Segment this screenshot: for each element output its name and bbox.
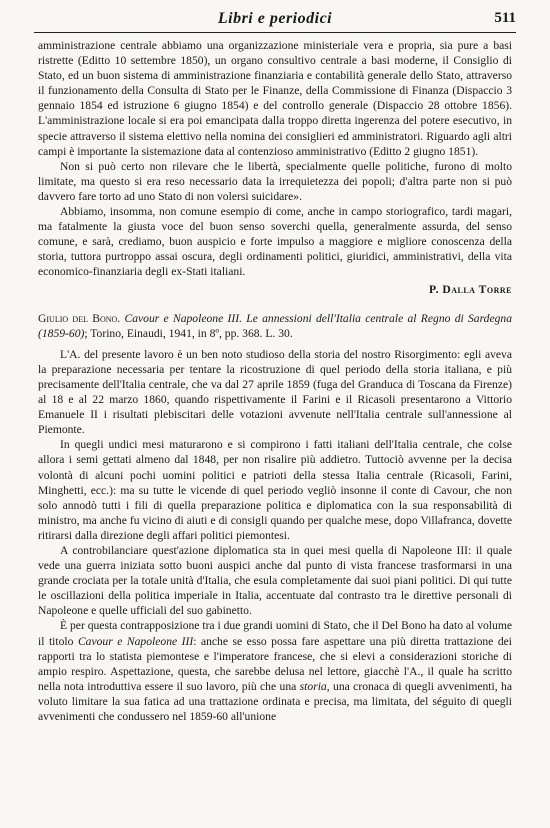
review2-title: Cavour e Napoleone III. Le annessioni dell'Italia centrale al Regno di Sardegna <box>124 311 512 325</box>
review2-author: Giulio del Bono. <box>38 311 121 325</box>
review1-paragraph: Abbiamo, insomma, non comune esempio di come, anche in campo storiografico, tardi magari, ma fatalmente la giusta voce del buon senso soverchi quella, generalmente assurda, del senso comune, e sarà, crediamo, buon auspicio e forte impulso a maggiore e migliore conoscenza della storia, tuttora purtroppo assai oscura, degli ordinamenti politici, giuridici, amministrativi, della vita economico-finanziaria degli ex-Stati italiani. <box>38 205 512 279</box>
review1-paragraph: Non si può certo non rilevare che le libertà, specialmente quelle politiche, furono di molto limitate, ma questo si era reso necessario data la irrequietezza dei popoli; d'altra parte non si può davvero fare torto ad uno Stato di non volersi suicidare». <box>38 159 512 203</box>
review2-paragraph: A controbilanciare quest'azione diplomatica sta in quei mesi quella di Napoleone III: il quale vede una guerra iniziata sotto buoni auspici anche dal punto di vista francese trasformarsi in una grande crociata per la totale unità d'Italia, che esula completamente dai suoi piani politici. Di qui tutte le oscillazioni della politica imperiale in Italia, accentuate dal contrasto tra le direttive personali di Napoleone e quelle ufficiali del suo gabinetto. <box>38 544 512 618</box>
review1-signature: P. Dalla Torre <box>429 282 512 296</box>
paragraph-text: , una cronaca di quegli avvenimenti, ha voluto limitare la sua fatica ad una trattazione ordinata e precisa, ma limitata, del séguito di quegli avvenimenti che condussero nel 1859-60 all'unione <box>38 679 512 724</box>
paragraph-text: È per questa contrapposizione tra i due grandi uomini di Stato, che il Del Bono ha dato al volume il titolo <box>38 619 512 648</box>
review2-publication: ; Torino, Einaudi, 1941, in 8º, pp. 368. L. 30. <box>84 326 293 340</box>
review2-years: (1859-60) <box>38 326 85 340</box>
emphasis-word: storia <box>299 679 327 693</box>
book-title-inline: Cavour e Napoleone III <box>77 634 194 648</box>
review1-paragraph: amministrazione centrale abbiamo una organizzazione ministeriale vera e propria, sia pure a basi ristrette (Editto 10 settembre 1850), un organo consultivo centrale a basi moderne, il Consiglio di Stato, ed un buon sistema di amministrazione finanziaria e contabilità generale dello Stato, attraverso il funzionamento della Consulta di Stato per le Finanze, della Commissione di Finanza (Dispaccio 3 gennaio 1854 ed istruzione 6 giugno 1854) e del controllo generale (Dispaccio 28 ottobre 1856). L'amministrazione locale si era poi emancipata dalla troppo diretta ingerenza del potere esecutivo, in specie attraverso il sistema elettivo nella nomina dei consiglieri ed amministratori. Riguardo agli altri campi è importante la sistemazione data al contenzioso amministrativo (Editto 2 giugno 1851). <box>38 39 512 158</box>
page-header <box>34 8 516 30</box>
review2-paragraph: L'A. del presente lavoro è un ben noto studioso della storia del nostro Risorgimento: egli aveva la preparazione necessaria per tentare la ricostruzione di quel periodo della storia italiana, e più precisamente dell'Italia centrale, che va dal 27 aprile 1859 (fuga del Granduca di Toscana da Firenze) al 18 e al 22 marzo 1860, quando rispettivamente il Farini e il Ricasoli presentarono a Vittorio Emanuele II i risultati plebiscitari delle votazioni avvenute nell'Italia centrale sull'annessione al Piemonte. <box>38 347 512 437</box>
header-rule <box>34 32 516 33</box>
review2-bibliographic-entry <box>38 311 512 341</box>
review2-paragraph: In quegli undici mesi maturarono e si compirono i fatti italiani dell'Italia centrale, che colse allora i semi gettati almeno dal 1848, per non risalire più addietro. Tuttociò avvenne per la decisa volontà di alcuni pochi uomini politici e patrioti della stessa Italia centrale (Ricasoli, Farini, Minghetti, ecc.): ma su tutte le vicende di quel periodo vegliò insonne il conte di Cavour, che non solo annodò tutti i fili di quella preparazione politica e diplomatica con la sua responsabilità di ministro, ma anche fu vicino di aiuti e di consigli quando per qualche mese, dopo Villafranca, dovette ritirarsi dalla direzione degli affari politici piemontesi. <box>38 438 512 542</box>
page-number: 511 <box>494 10 516 26</box>
review2-paragraph <box>38 618 512 724</box>
running-title: Libri e periodici <box>217 10 333 27</box>
paragraph-text: : anche se esso possa fare aspettare una più diretta trattazione dei rapporti tra lo statista piemontese e l'imperatore francese, che si elevi a considerazioni storiche di ampio respiro. Aspettazione, questa, che sarebbe delusa nel lettore, giacchè l'A., il quale ha scritto nella nota introduttiva essere il suo lavoro, più che una <box>38 634 512 693</box>
page-body <box>38 38 512 724</box>
